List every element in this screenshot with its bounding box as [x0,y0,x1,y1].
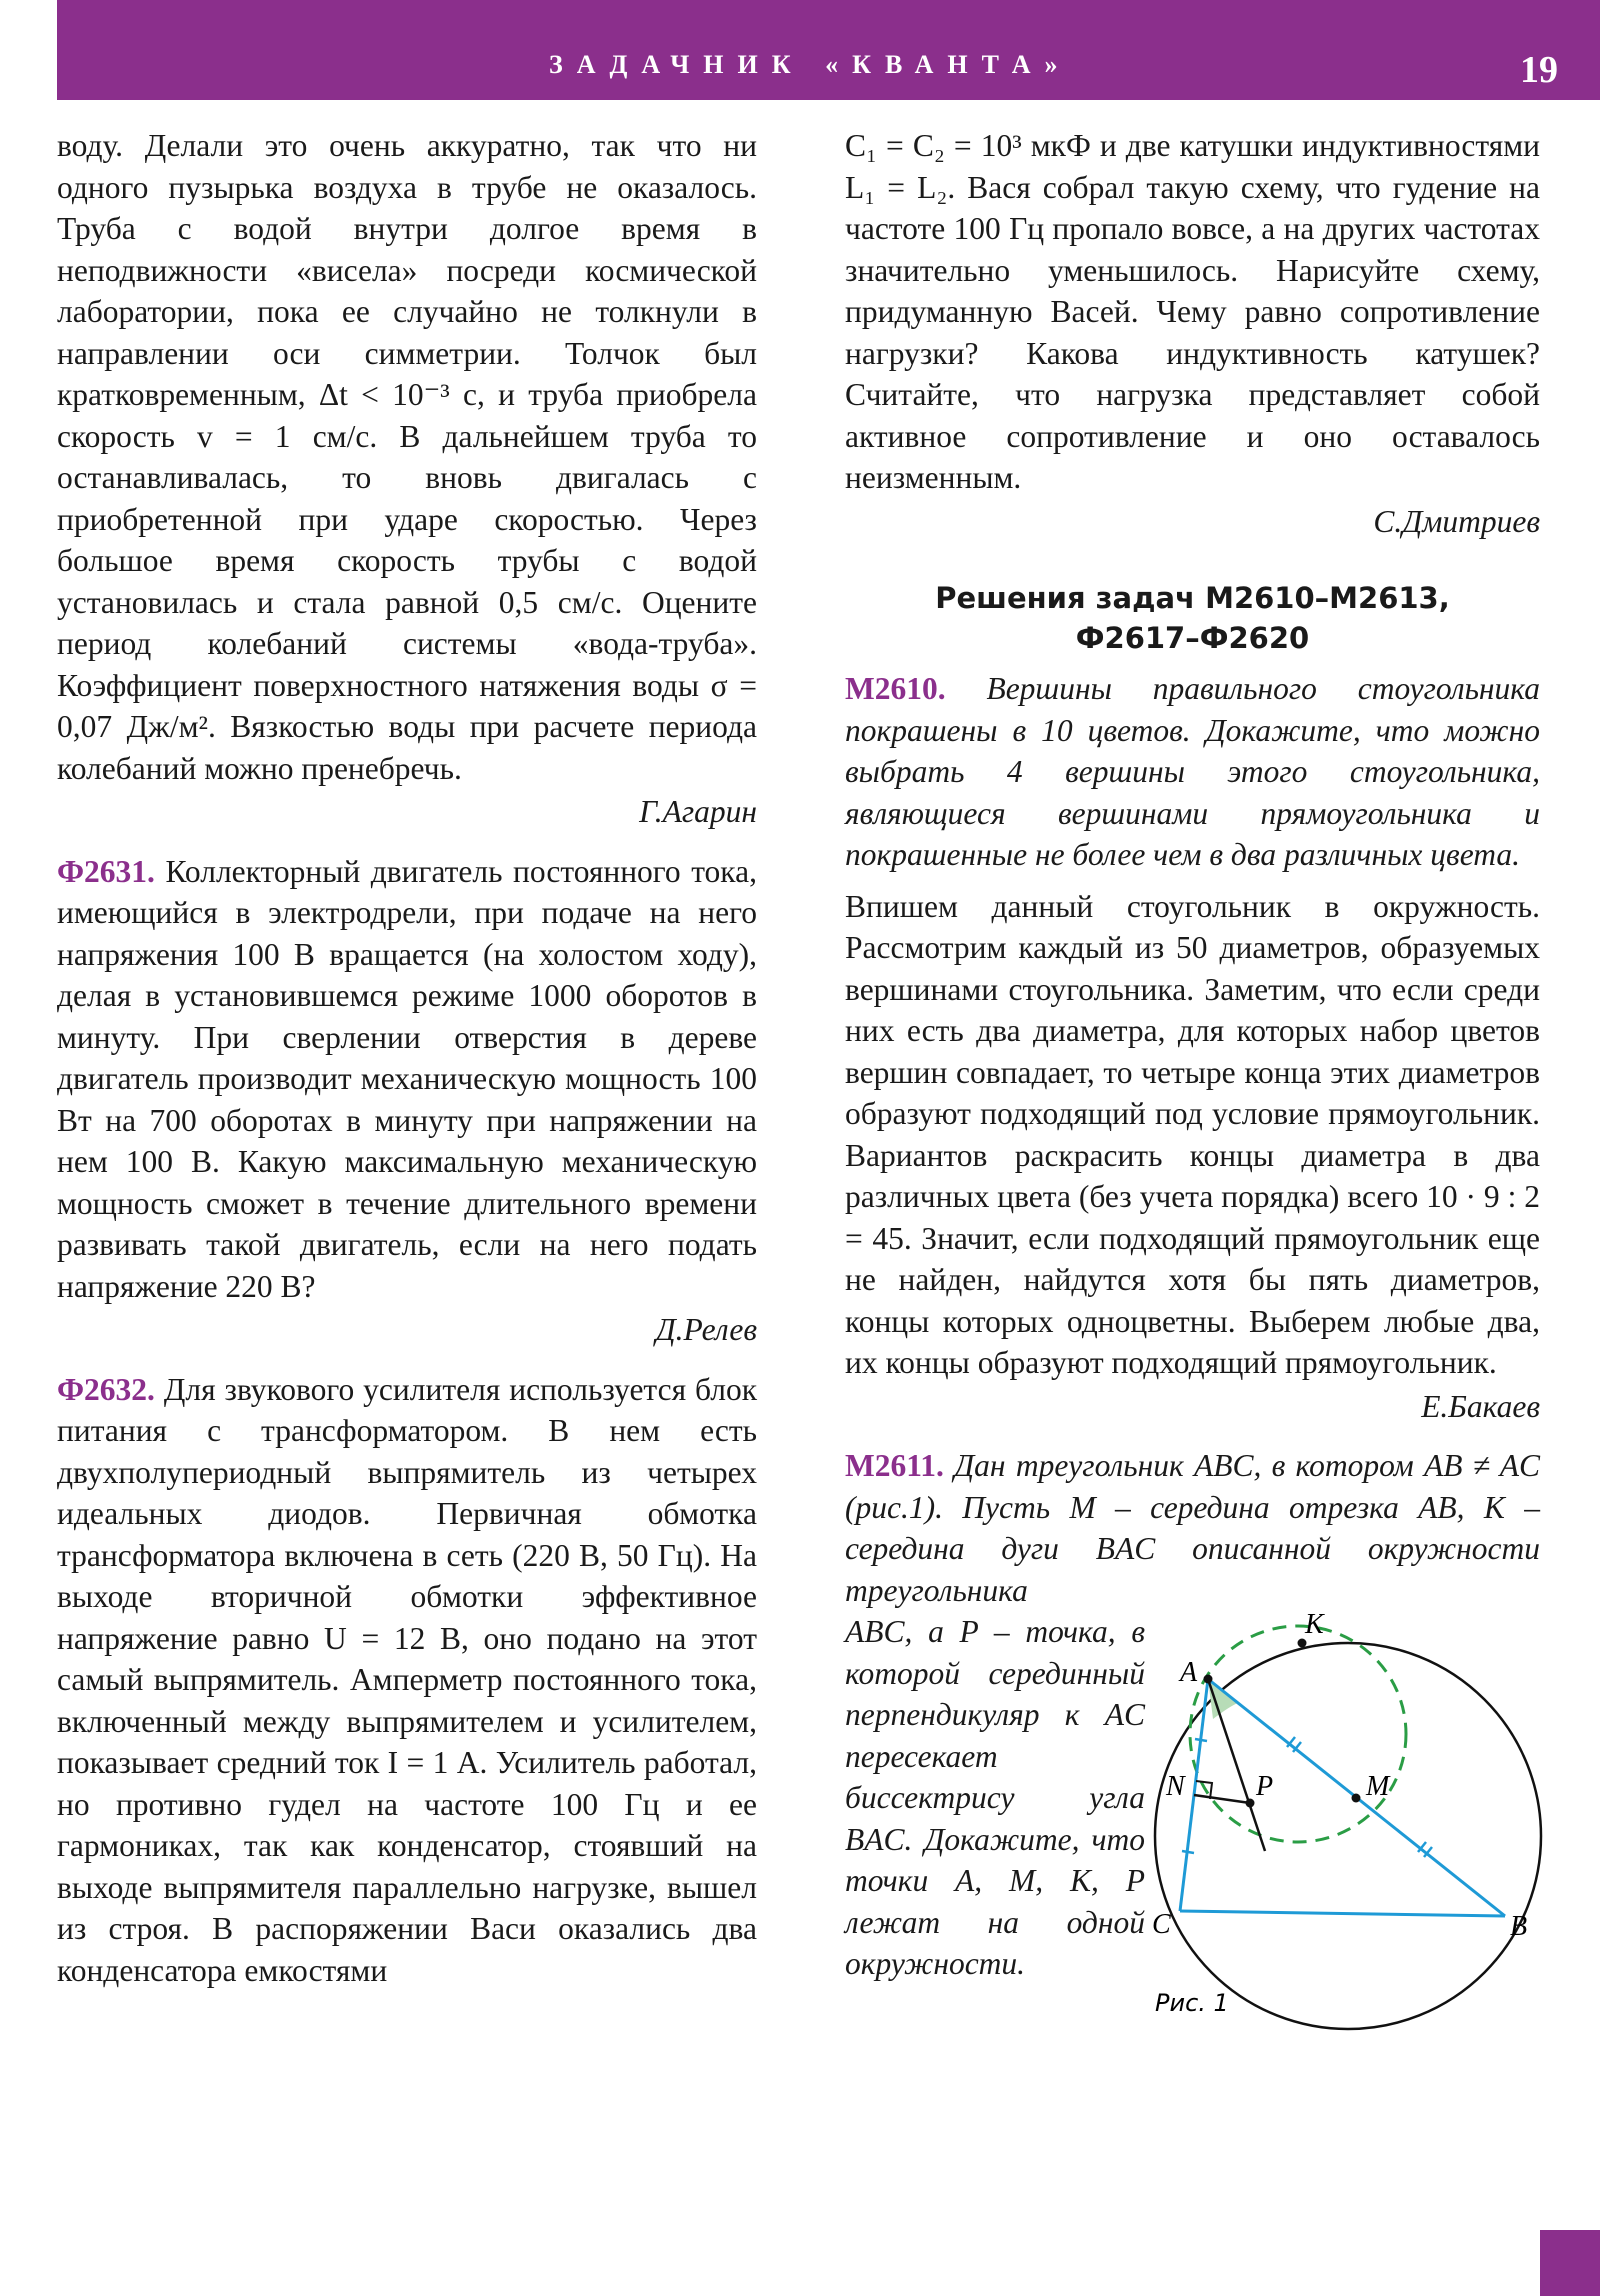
problem-code: М2610. [845,671,946,706]
figure-1-diagram [1150,1611,1550,2041]
problem-text: Коллекторный двигатель постоянного тока, имеющийся в электродрели, при подаче на него напряжения 100 В вращается (на холостом ходу), делая в установившемся режиме 1000 оборотов в минуту. При сверлении отверстия в дереве двигатель производит механическую мощность 100 Вт на 700 оборотах в минуту при напряжении на нем 100 В. Какую максимальную механическую мощность сможет в течение длительного времени развивать такой двигатель, если на него подать напряжение 220 В? [57,853,757,1304]
figure-caption: Рис. 1 [1155,1989,1229,2017]
problem-text: Для звукового усилителя используется блок питания с трансформатором. В нем есть двухполупериодный выпрямитель из четырех идеальных диодов. Первичная обмотка трансформатора включена в сеть (220 В, 50 Гц). На выходе вторичной обмотки эффективное напряжение равно U = 12 В, оно подано на этот самый выпрямитель. Амперметр постоянного тока, включенный между выпрямителем и усилителем, показывает средний ток I = 1 А. Усилитель работал, но противно гудел на частоте 100 Гц и ее гармониках, так как конденсатор, стоявший на выходе выпрямителя параллельно нагрузке, вышел из строя. В распоряжении Васи оказались два конденсатора емкостями [57,1371,758,1988]
intro-text: воду. Делали это очень аккуратно, так что ни одного пузырька воздуха в трубе не оказалось. Труба с водой внутри долгое время в неподвижности «висела» посреди космической лаборатории, пока ее случайно не толкнули в направлении оси симметрии. Толчок был кратковременным, Δt < 10⁻³ с, и труба приобрела скорость v = 1 см/с. В дальнейшем труба то останавливалась, то вновь двигалась с приобретенной при ударе скоростью. Через большое время скорость трубы с водой установилась и стала равной 0,5 см/с. Оцените период колебаний системы «вода-труба». Коэффициент поверхностного натяжения воды σ = 0,07 Дж/м². Вязкостью воды при расчете периода колебаний можно пренебречь. [57,128,757,786]
solution-author: Е.Бакаев [1421,1388,1540,1424]
intro-author: Г.Агарин [639,794,757,829]
page-number: 19 [1520,49,1558,91]
problem-statement: Вершины правильного стоугольника покрашены в 10 цветов. Докажите, что можно выбрать 4 вершины этого стоугольника, являющиеся вершинами прямоугольника и покрашенные не более чем в два различных цвета. [845,671,1540,872]
solution-m2610-text: Впишем данный стоугольник в окружность. Рассмотрим каждый из 50 диаметров, образуемых вершинами стоугольника. Заметим, что если среди них есть два диаметра, для которых набор цветов вершин совпадает, то четыре конца этих диаметров образуют подходящий под условие прямоугольник. Вариантов раскрасить концы диаметра в два различных цвета (без учета порядка) всего 10 · 9 : 2 = 45. Значит, если подходящий прямоугольник еще не найден, найдутся хотя бы пять диаметров, концы которых одноцветны. Выберем любые два, их концы образуют подходящий прямоугольник. [845,888,1540,1380]
problem-statement-wrap: ABC, а P – точка, в которой серединный перпендикуляр к AC пересекает биссектрису угла BAC. Докажите, что точки A, M, K, P лежат на одной окружности. [845,1614,1145,1981]
section-title-line: Ф2617–Ф2620 [1075,621,1310,655]
label-c: C [1152,1909,1171,1940]
tick-mark [1182,1851,1194,1853]
label-a: A [1180,1657,1198,1688]
label-p: P [1256,1771,1274,1802]
side-cb [1180,1911,1505,1916]
label-n: N [1166,1771,1185,1802]
left-column [57,125,757,1991]
corner-decoration [1540,2230,1600,2296]
label-b: B [1510,1911,1528,1942]
label-m: M [1366,1771,1390,1802]
point-p [1246,1799,1255,1808]
point-m [1352,1794,1361,1803]
perpendicular-bisector [1194,1795,1250,1803]
bisector-line [1208,1679,1265,1851]
solution-m2611-statement [845,1445,1540,1611]
journal-section-title: ЗАДАЧНИК «КВАНТА» [549,50,1072,79]
label-k: K [1305,1611,1324,1640]
point-a [1204,1675,1213,1684]
continuation-text: C₁ = C₂ = 10³ мкФ и две катушки индуктивностями L₁ = L₂. Вася собрал такую схему, что гудение на частоте 100 Гц пропало вовсе, а на других частотах значительно уменьшилось. Нарисуйте схему, придуманную Васей. Чему равно сопротивление нагрузки? Какова индуктивность катушек? Считайте, что нагрузка представляет собой активное сопротивление и оно оставалось неизменным. [845,128,1540,495]
right-column [845,125,1540,2051]
problem-code: Ф2631. [57,853,155,889]
section-title-line: Решения задач М2610–М2613, [935,581,1450,615]
problem-code: Ф2632. [57,1371,155,1407]
problem-statement: Дан треугольник ABC, в котором AB ≠ AC (рис.1). Пусть M – середина отрезка AB, K – середина дуги BAC описанной окружности треугольника [845,1448,1540,1608]
continuation-author: С.Дмитриев [1373,503,1540,539]
problem-f2631 [57,851,757,1308]
figure-block [845,1611,1540,2051]
problem-code: М2611. [845,1448,944,1483]
page-header [57,0,1600,100]
solutions-section-title [845,578,1540,658]
problem-author: Д.Релев [655,1312,757,1347]
problem-f2632 [57,1369,757,1992]
tick-mark [1195,1739,1207,1741]
solution-m2610-statement [845,668,1540,876]
